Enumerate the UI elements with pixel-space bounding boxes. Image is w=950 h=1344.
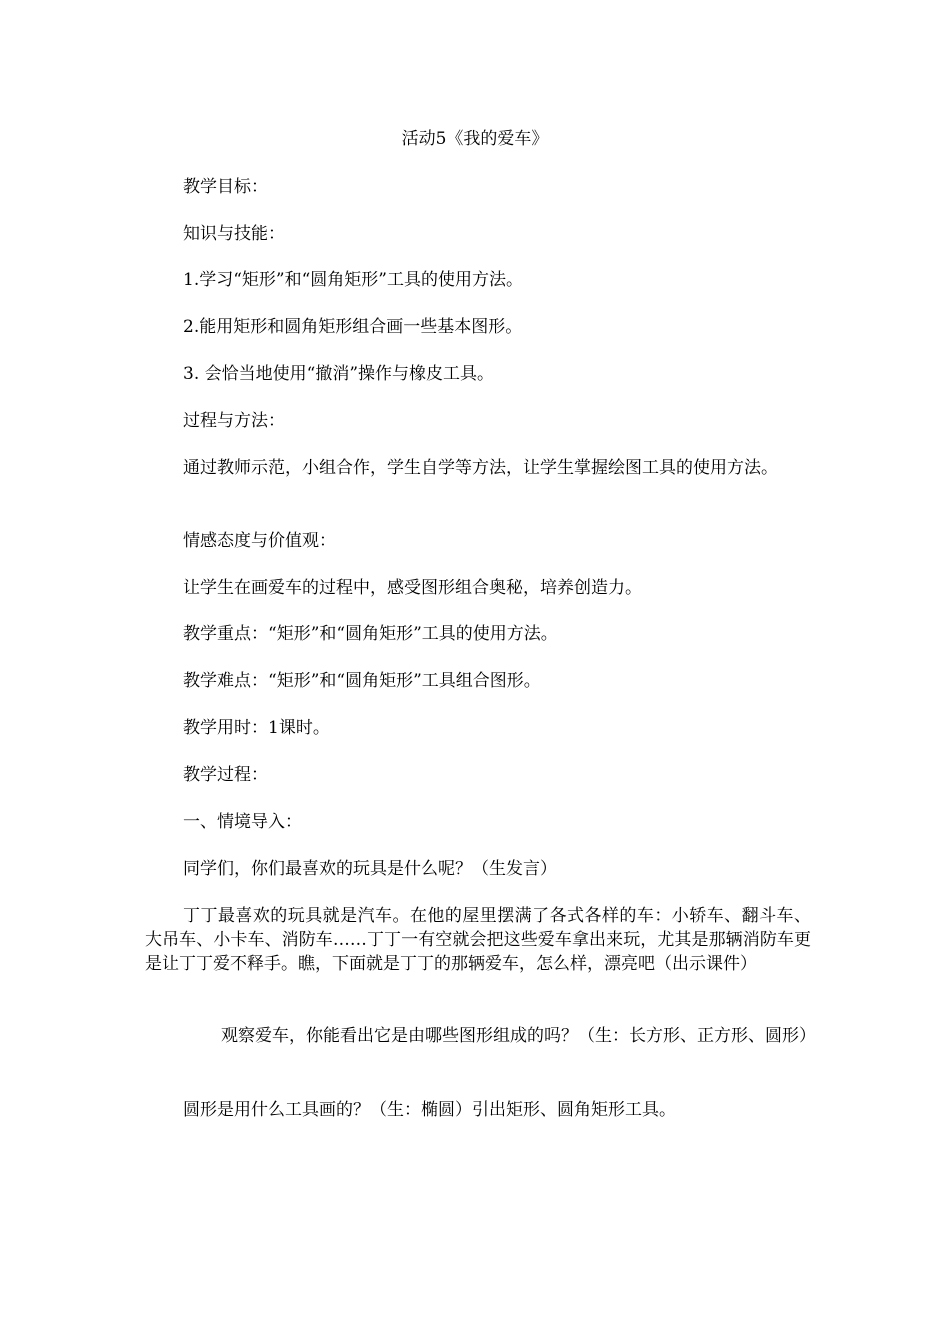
paragraph-process-methods-body: 通过教师示范，小组合作，学生自学等方法，让学生掌握绘图工具的使用方法。 xyxy=(183,458,778,478)
paragraph-objective-1: 1.学习“矩形”和“圆角矩形”工具的使用方法。 xyxy=(183,270,523,290)
paragraph-emotion-values-body: 让学生在画爱车的过程中，感受图形组合奥秘，培养创造力。 xyxy=(183,578,642,598)
paragraph-objective-3: 3. 会恰当地使用“撤消”操作与橡皮工具。 xyxy=(183,364,495,384)
paragraph-emotion-values: 情感态度与价值观： xyxy=(183,531,336,551)
paragraph-teaching-time: 教学用时：1课时。 xyxy=(183,718,330,738)
paragraph-knowledge-skills: 知识与技能： xyxy=(183,224,285,244)
paragraph-process-methods: 过程与方法： xyxy=(183,411,285,431)
paragraph-objective-2: 2.能用矩形和圆角矩形组合画一些基本图形。 xyxy=(183,317,523,337)
paragraph-section-intro: 一、情境导入： xyxy=(183,812,302,832)
paragraph-question-toys: 同学们，你们最喜欢的玩具是什么呢？（生发言） xyxy=(183,859,557,879)
paragraph-observe-car: 观察爱车，你能看出它是由哪些图形组成的吗？（生：长方形、正方形、圆形） xyxy=(221,1026,816,1046)
paragraph-dingding-story: 丁丁最喜欢的玩具就是汽车。在他的屋里摆满了各式各样的车：小轿车、翻斗车、大吊车、小卡车、消防车……丁丁一有空就会把这些爱车拿出来玩，尤其是那辆消防车更是让丁丁爱不释手。瞧，下面就是丁丁的那辆爱车，怎么样，漂亮吧（出示课件） xyxy=(145,906,811,974)
paragraph-difficult-point: 教学难点：“矩形”和“圆角矩形”工具组合图形。 xyxy=(183,671,541,691)
paragraph-teaching-objectives: 教学目标： xyxy=(183,177,268,197)
paragraph-key-point: 教学重点：“矩形”和“圆角矩形”工具的使用方法。 xyxy=(183,624,558,644)
document-title: 活动5《我的爱车》 xyxy=(401,129,549,149)
paragraph-circle-tool: 圆形是用什么工具画的？（生：椭圆）引出矩形、圆角矩形工具。 xyxy=(183,1100,676,1120)
paragraph-teaching-process: 教学过程： xyxy=(183,765,268,785)
